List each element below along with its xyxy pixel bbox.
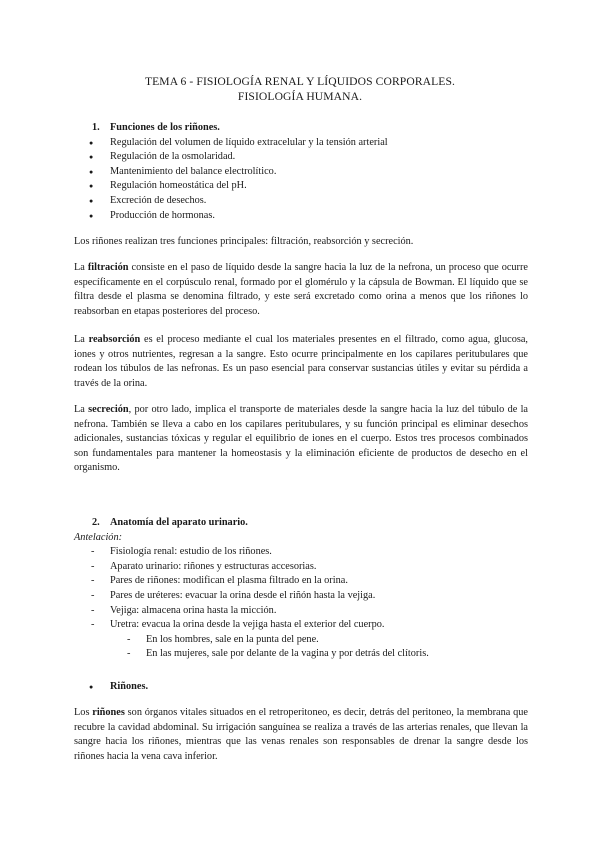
reabsorption-paragraph: La reabsorción es el proceso mediante el cual los materiales presentes en el filtrado, como agua, glucosa, iones y otros nutrientes, regresan a la sangre. Esto ocurre principalmente en los capilares peritubulares que rodean los túbulos de las nefronas. Es un paso esencial para conservar sustancias útiles y evitar su pérdida a través de la orina. — [74, 334, 528, 389]
filtration-paragraph: La filtración consiste en el paso de líquido desde la sangre hacia la luz de la nefrona, un proceso que ocurre específicamente en el corpúsculo renal, formado por el glomérulo y la cápsula de Bowman. El líquido que se filtra desde el plasma se denomina filtrado, y este será excretado como orina a menos que los riñones lo reabsorban en etapas posteriores del proceso. — [74, 262, 528, 317]
term-secrecion: secreción — [88, 404, 129, 415]
term-filtracion: filtración — [87, 262, 129, 273]
list-item: - En las mujeres, sale por delante de la vagina y por detrás del clítoris. — [74, 647, 528, 662]
list-item: ● Mantenimiento del balance electrolítico. — [74, 165, 528, 180]
list-item: ● Excreción de desechos. — [74, 194, 528, 209]
list-item: - Uretra: evacua la orina desde la vejiga hasta el exterior del cuerpo. — [74, 618, 528, 633]
list-item: ● Regulación homeostática del pH. — [74, 179, 528, 194]
section-1 — [74, 121, 528, 223]
list-item: ● Regulación del volumen de líquido extracelular y la tensión arterial — [74, 136, 528, 151]
term-rinones: riñones — [92, 707, 125, 718]
anatomy-list — [74, 545, 528, 633]
list-item: ● Producción de hormonas. — [74, 209, 528, 224]
rinones-paragraph: Los riñones son órganos vitales situados en el retroperitoneo, es decir, detrás del peritoneo, la membrana que recubre la cavidad abdominal. Su irrigación sanguínea se realiza a través de las arterias renales, que llevan la sangre hacia los riñones, mientras que las venas renales son responsables de drenar la sangre desde los riñones hacia la vena cava inferior. — [74, 707, 528, 762]
section-2-heading: 2. Anatomía del aparato urinario. — [92, 517, 248, 528]
list-item: - Vejiga: almacena orina hasta la micción. — [74, 604, 528, 619]
list-item: - Pares de riñones: modifican el plasma filtrado en la orina. — [74, 574, 528, 589]
intro-paragraph: Los riñones realizan tres funciones principales: filtración, reabsorción y secreción. — [74, 236, 414, 247]
list-item: ● Regulación de la osmolaridad. — [74, 150, 528, 165]
antelacion-label: Antelación: — [74, 531, 123, 543]
section-1-heading: 1. Funciones de los riñones. — [92, 122, 220, 133]
list-item: - Aparato urinario: riñones y estructuras accesorias. — [74, 560, 528, 575]
page-title — [0, 75, 600, 104]
title-line-2: FISIOLOGÍA HUMANA. — [237, 89, 363, 103]
section-2 — [74, 516, 528, 662]
rinones-heading: ● Riñones. — [74, 680, 528, 695]
rinones-heading-block — [74, 680, 528, 695]
term-reabsorcion: reabsorción — [88, 334, 141, 345]
list-item: - En los hombres, sale en la punta del pene. — [74, 633, 528, 648]
functions-list — [74, 136, 528, 224]
urethra-sublist — [74, 633, 528, 662]
title-line-1: TEMA 6 - FISIOLOGÍA RENAL Y LÍQUIDOS CORPORALES. — [144, 75, 456, 88]
list-item: - Fisiología renal: estudio de los riñones. — [74, 545, 528, 560]
list-item: - Pares de uréteres: evacuar la orina desde el riñón hasta la vejiga. — [74, 589, 528, 604]
secretion-paragraph: La secreción, por otro lado, implica el transporte de materiales desde la sangre hacia la luz del túbulo de la nefrona. También se lleva a cabo en los capilares peritubulares, y su función principal es eliminar desechos adicionales, sustancias tóxicas y regular el equilibrio de iones en el cuerpo. Estos tres procesos combinados son fundamentales para mantener la homeostasis y la eliminación eficiente de productos de desecho en el organismo. — [74, 404, 529, 474]
